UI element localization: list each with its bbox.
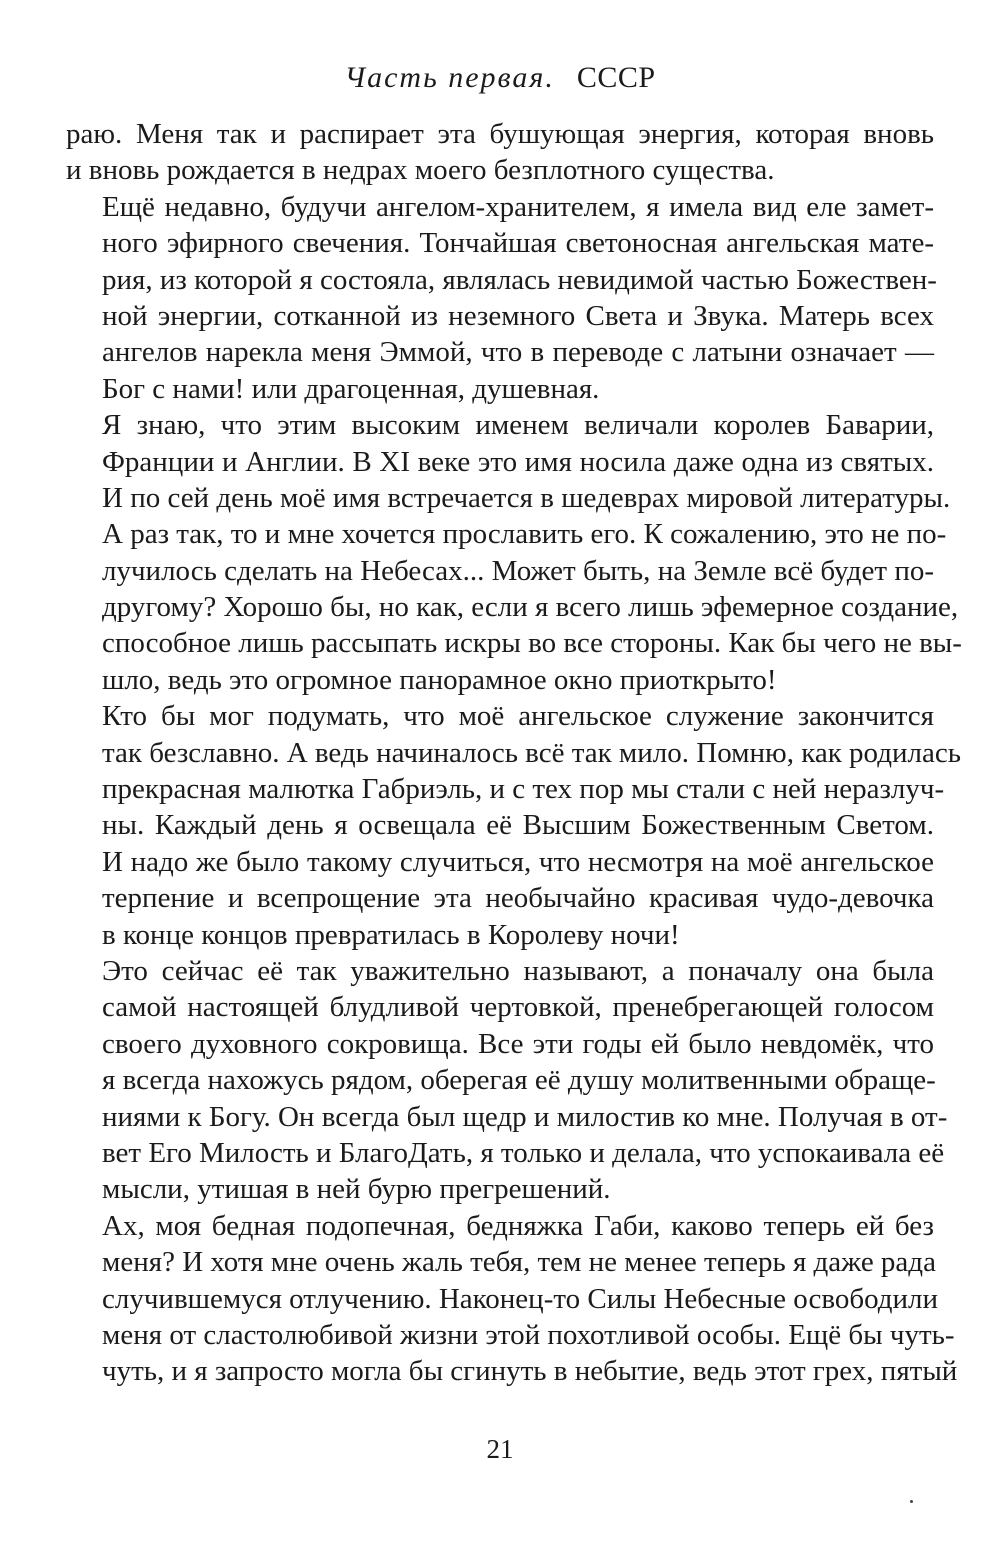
- running-head: [0, 58, 1000, 98]
- paragraph: [66, 953, 948, 1208]
- text-line: случившемуся отлучению. Наконец-то Силы Небесные освободили: [102, 1282, 939, 1315]
- text-line: ны. Каждый день я освещала её Высшим Божественным Светом.: [102, 809, 934, 842]
- text-line: Франции и Англии. В XI веке это имя носила даже одна из святых.: [102, 445, 934, 478]
- text-line: так безславно. А ведь начиналось всё так мило. Помню, как родилась: [102, 736, 961, 769]
- text-line: ниями к Богу. Он всегда был щедр и милостив ко мне. Получая в от-: [102, 1100, 948, 1133]
- body-text: [66, 116, 962, 1390]
- running-head-section: СССР: [576, 61, 656, 94]
- text-line: Это сейчас её так уважительно называют, а поначалу она была: [102, 954, 934, 987]
- text-line: Я знаю, что этим высоким именем величали королев Баварии,: [102, 409, 934, 442]
- text-line: мысли, утишая в ней бурю прегрешений.: [102, 1173, 611, 1206]
- text-line: И надо же было такому случиться, что несмотря на моё ангельское: [102, 845, 934, 878]
- text-line: своего духовного сокровища. Все эти годы ей было невдомёк, что: [102, 1027, 934, 1060]
- text-line: А раз так, то и мне хочется прославить его. К сожалению, это не по-: [102, 518, 947, 551]
- paragraph: [66, 116, 934, 189]
- text-line: ного эфирного свечения. Тончайшая светоносная ангельская мате-: [102, 227, 934, 260]
- paragraph: [66, 407, 962, 698]
- text-line: другому? Хорошо бы, но как, если я всего лишь эфемерное создание,: [102, 591, 959, 624]
- text-line: терпение и всепрощение эта необычайно красивая чудо-девочка: [102, 882, 934, 915]
- paragraph: [66, 189, 937, 407]
- text-line: ной энергии, сотканной из неземного Света и Звука. Матерь всех: [102, 299, 934, 332]
- text-line: Бог с нами! или драгоценная, душевная.: [102, 372, 600, 405]
- text-line: Ещё недавно, будучи ангелом-хранителем, я имела вид еле замет-: [102, 190, 934, 223]
- text-line: я всегда нахожусь рядом, оберегая её душу молитвенными обраще-: [102, 1064, 936, 1097]
- running-head-part: Часть первая.: [344, 61, 555, 94]
- text-line: меня? И хотя мне очень жаль тебя, тем не менее теперь я даже рада: [102, 1246, 936, 1279]
- paragraph: [66, 698, 961, 953]
- text-line: лучилось сделать на Небесах... Может быть, на Земле всё будет по-: [102, 554, 934, 587]
- text-line: способное лишь рассыпать искры во все стороны. Как бы чего не вы-: [102, 627, 962, 660]
- page-number: 21: [486, 1434, 514, 1464]
- print-speck: [910, 1500, 913, 1503]
- text-line: вет Его Милость и БлагоДать, я только и делала, что успокаивала её: [102, 1136, 945, 1169]
- text-line: И по сей день моё имя встречается в шедеврах мировой литературы.: [102, 481, 951, 514]
- text-line: и вновь рождается в недрах моего безплотного существа.: [66, 154, 775, 187]
- text-line: самой настоящей блудливой чертовкой, пренебрегающей голосом: [102, 991, 934, 1024]
- text-line: в конце концов превратилась в Королеву ночи!: [102, 918, 680, 951]
- text-line: прекрасная малютка Габриэль, и с тех пор мы стали с ней неразлуч-: [102, 773, 945, 806]
- text-line: ангелов нарекла меня Эммой, что в переводе с латыни означает —: [102, 336, 934, 369]
- text-line: шло, ведь это огромное панорамное окно приоткрыто!: [102, 663, 777, 696]
- text-line: Кто бы мог подумать, что моё ангельское служение закончится: [102, 700, 934, 733]
- paragraph: [66, 1208, 958, 1390]
- text-line: чуть, и я запросто могла бы сгинуть в небытие, ведь этот грех, пятый: [102, 1355, 958, 1388]
- text-line: рия, из которой я состояла, являлась невидимой частью Божествен-: [102, 263, 937, 296]
- text-line: Ах, моя бедная подопечная, бедняжка Габи, каково теперь ей без: [102, 1209, 934, 1242]
- text-line: меня от сластолюбивой жизни этой похотливой особы. Ещё бы чуть-: [102, 1318, 955, 1351]
- text-line: раю. Меня так и распирает эта бушующая энергия, которая вновь: [66, 118, 934, 150]
